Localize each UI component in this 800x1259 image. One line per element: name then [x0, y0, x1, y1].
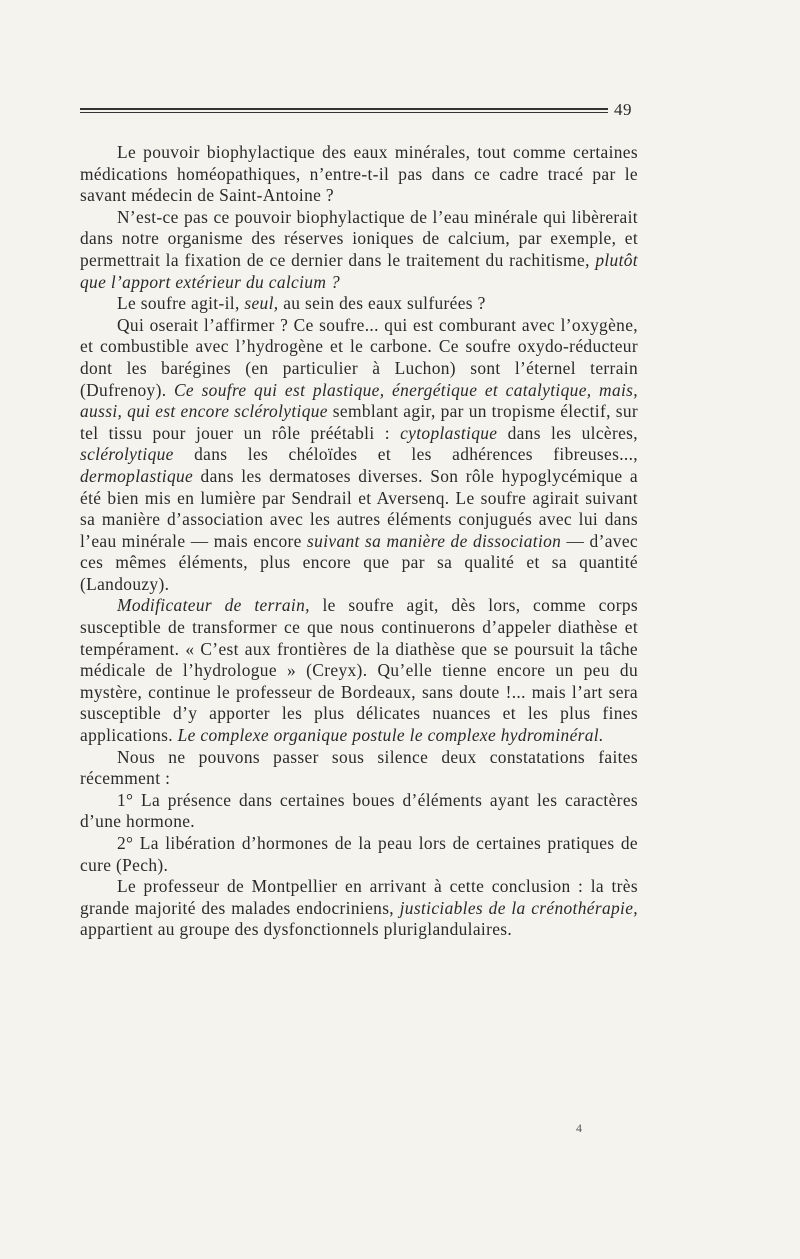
text-run: le soufre agit, dès lors, comme corps susceptible de transformer ce que nous continuerons d’appeler diathèse et tempérament. « C’est aux frontières de la diathèse que se poursuit la tâche médicale de l’hydrologue » (Creyx). Qu’elle tienne encore un peu du mystère, continue le professeur de Bordeaux, sans doute !... mais l’art sera susceptible d’y apporter les plus délicates nuances et les plus fines applications.: [80, 595, 639, 746]
text-run: 1° La présence dans certaines boues d’éléments ayant les caractères d’une hormone.: [80, 789, 638, 832]
paragraph: [80, 315, 638, 596]
italic-text: justiciables de la crénothérapie,: [399, 897, 639, 918]
page-number: 49: [614, 100, 632, 119]
italic-text: plutôt que l’apport extérieur du calcium ?: [80, 249, 638, 292]
italic-text: Modificateur de terrain,: [117, 595, 310, 616]
text-run: Le professeur de Montpellier en arrivant à cette conclusion : la très grande majorité des malades endocriniens,: [80, 876, 638, 918]
text-run: appartient au groupe des dysfonctionnels pluriglandulaires.: [80, 919, 513, 940]
paragraph: [80, 595, 638, 746]
italic-text: Ce soufre qui est plastique, énergétique et catalytique, mais, aussi, qui est encore sclérolytique: [80, 379, 638, 422]
text-run: Le pouvoir biophylactique des eaux minérales, tout comme certaines médications homéopathiques, n’entre-t-il pas dans ce cadre tracé par le savant médecin de Saint-Antoine ?: [80, 142, 638, 206]
text-run: dans les ulcères,: [497, 422, 638, 443]
italic-text: dermoplastique: [80, 465, 194, 486]
text-run: dans les dermatoses diverses. Son rôle hypoglycémique a été bien mis en lumière par Sendrail et Aversenq. Le soufre agirait suivant sa manière d’association avec les autres éléments conjugués avec lui dans l’eau minérale — mais encore: [80, 465, 638, 551]
paragraph: [80, 207, 638, 293]
italic-text: suivant sa manière de dissociation: [307, 530, 562, 551]
text-run: au sein des eaux sulfurées ?: [278, 293, 486, 314]
italic-text: Le complexe organique postule le complexe hydrominéral.: [177, 725, 604, 746]
paragraph: [80, 833, 638, 876]
paragraph: [80, 142, 638, 207]
text-run: Qui oserait l’affirmer ? Ce soufre... qui est comburant avec l’oxygène, et combustible avec l’hydrogène et le carbone. Ce soufre oxydo-réducteur dont les barégines (en particulier à Luchon) sont l’éternel terrain (Dufrenoy).: [80, 314, 638, 400]
text-run: dans les chéloïdes et les adhérences fibreuses...,: [173, 444, 638, 465]
header-rule: [80, 108, 608, 115]
signature-mark: 4: [576, 1121, 582, 1135]
text-run: Nous ne pouvons passer sous silence deux constatations faites récemment :: [80, 746, 638, 789]
italic-text: cytoplastique: [400, 422, 498, 443]
italic-text: sclérolytique: [80, 444, 174, 465]
paragraph: [80, 876, 638, 941]
text-run: 2° La libération d’hormones de la peau lors de certaines pratiques de cure (Pech).: [80, 833, 638, 875]
body-text: [80, 142, 638, 941]
paragraph: [80, 293, 638, 315]
text-run: Le soufre agit-il,: [117, 293, 245, 314]
text-run: — d’avec ces mêmes éléments, plus encore que par sa qualité et sa quantité (Landouzy).: [80, 530, 638, 594]
text-run: N’est-ce pas ce pouvoir biophylactique de l’eau minérale qui libèrerait dans notre organisme des réserves ioniques de calcium, par exemple, et permettrait la fixation de ce dernier dans le traitement du rachitisme,: [80, 206, 638, 270]
paragraph: [80, 790, 638, 833]
paragraph: [80, 747, 638, 790]
text-run: semblant agir, par un tropisme électif, sur tel tissu pour jouer un rôle préétabli :: [80, 401, 638, 443]
italic-text: seul,: [244, 293, 279, 314]
